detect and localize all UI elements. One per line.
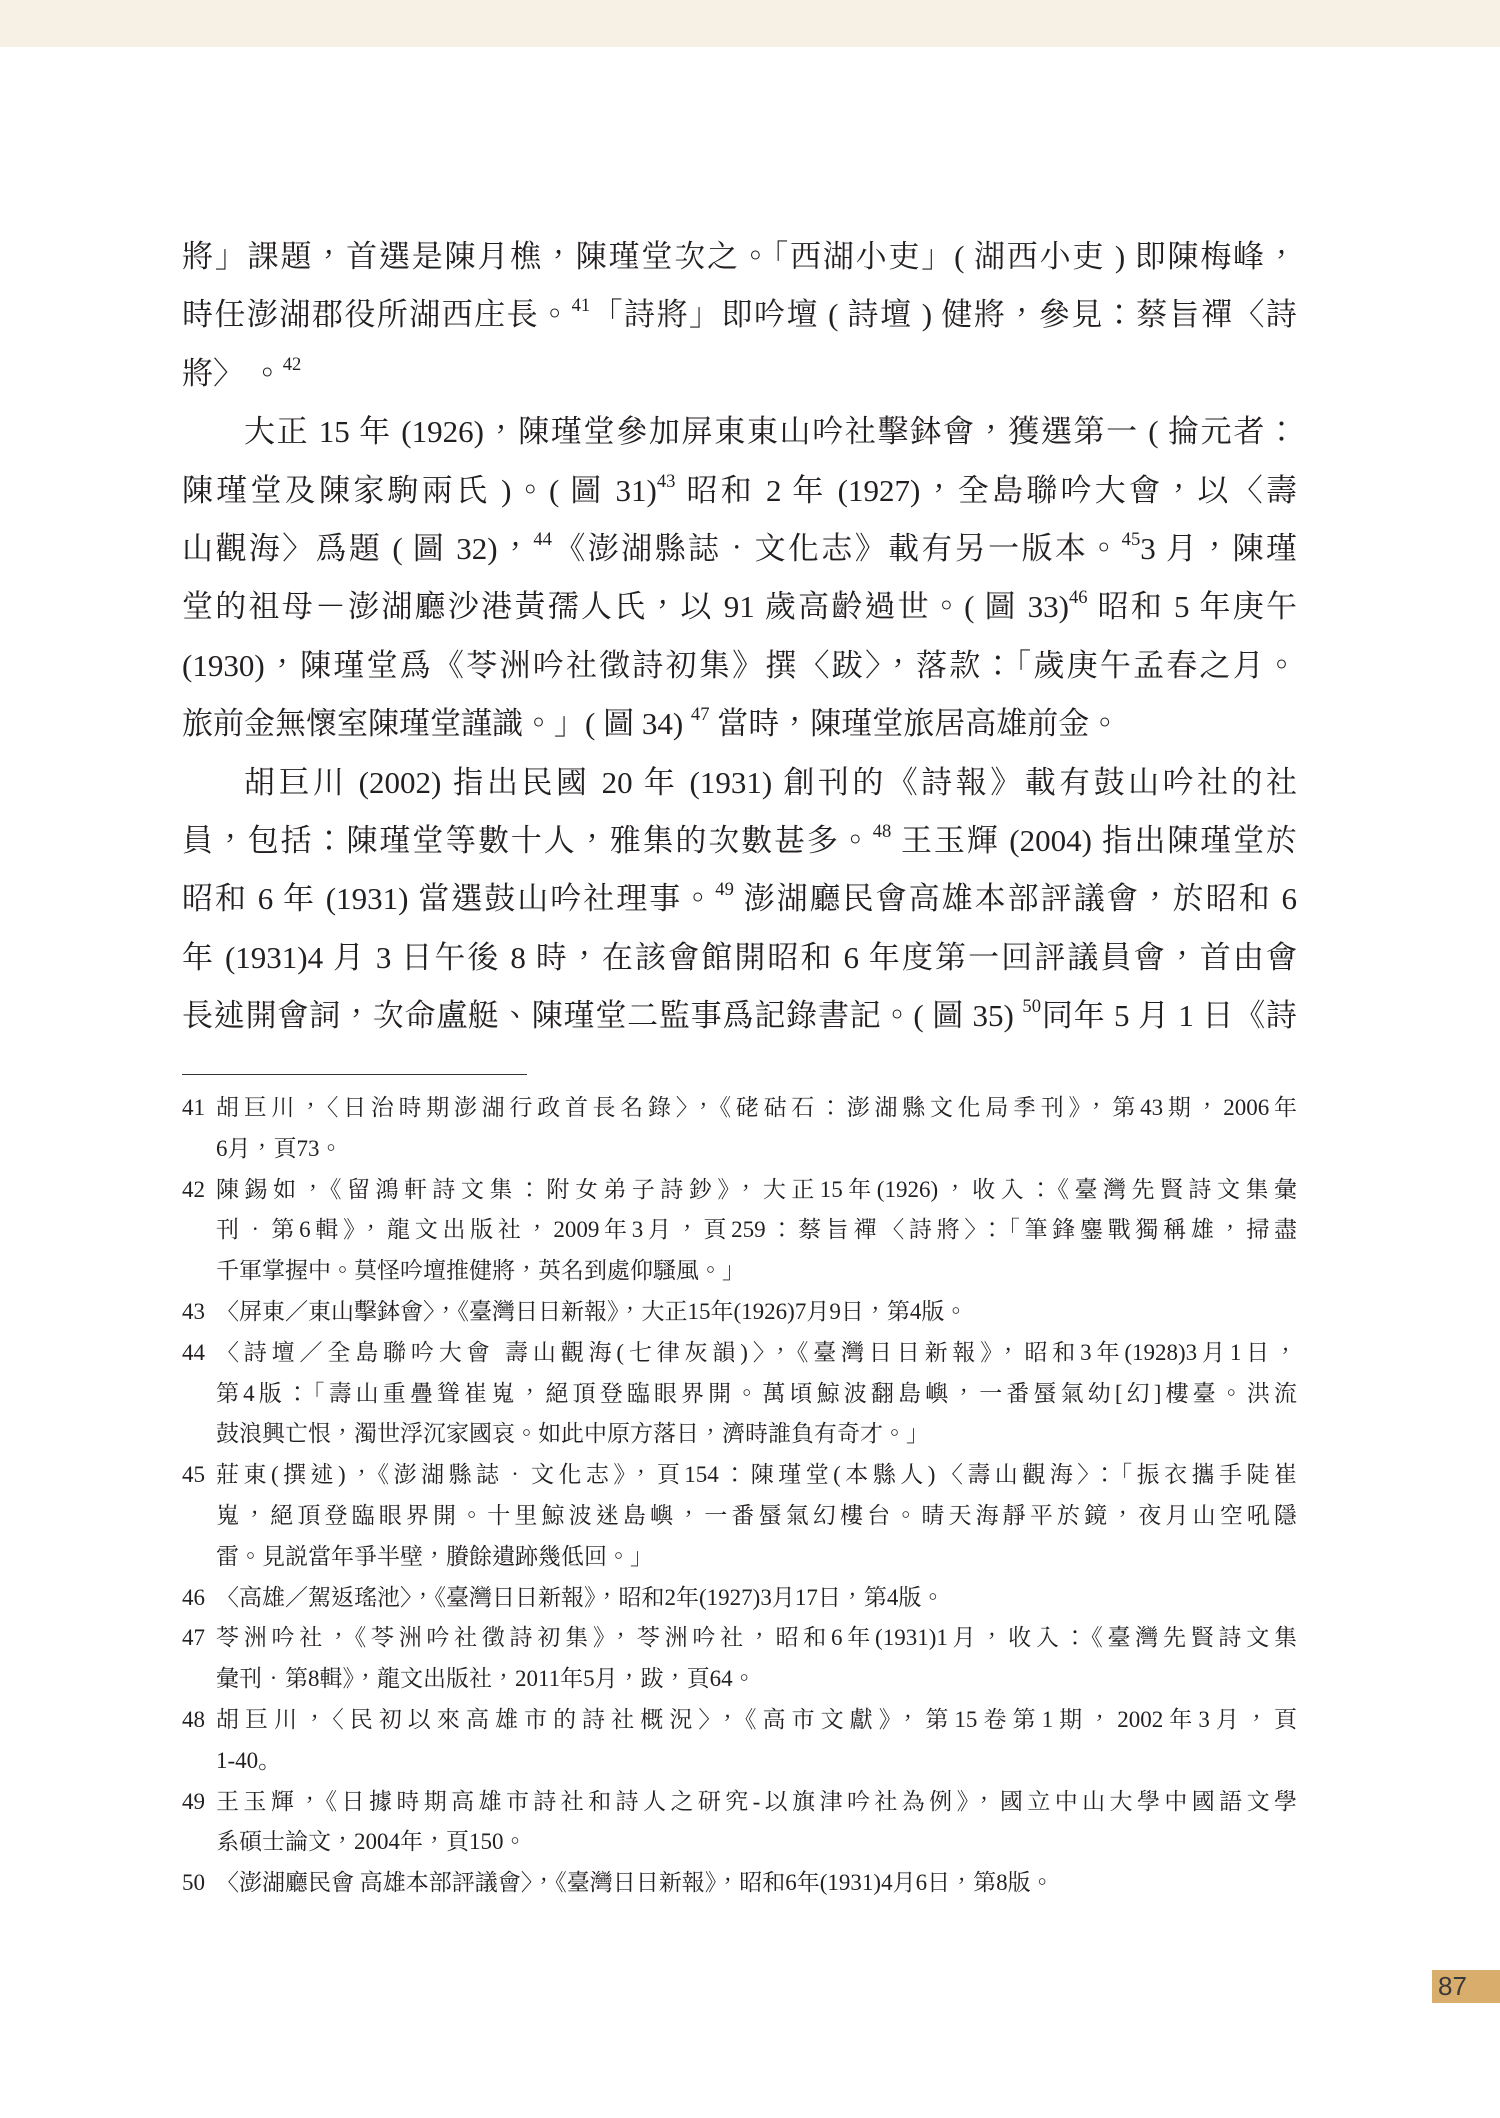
footnote-reference: 48 [872, 820, 892, 842]
footnote-reference: 47 [690, 704, 710, 726]
footnote-reference: 46 [1069, 587, 1088, 609]
body-text-run: 堂的祖母－澎湖廳沙港黃孺人氏，以 91 歲高齡過世。( 圖 33) [182, 589, 1069, 625]
footnote-text [216, 1455, 1297, 1577]
footnote-line: 鼓浪興亡恨，濁世浮沉家國哀。如此中原方落日，濟時誰負有奇才。」 [216, 1421, 929, 1447]
footnote-line: 第4版：「壽山重疊聳崔嵬，絕頂登臨眼界開。萬頃鯨波翻島嶼，一番蜃氣幼[幻]樓臺。洪流 [216, 1380, 1297, 1406]
body-line [182, 286, 1297, 344]
body-line [182, 695, 1297, 753]
footnote [182, 1700, 1297, 1782]
body-text-run: 《澎湖縣誌．文化志》載有另一版本。 [551, 530, 1122, 566]
footnote-reference: 44 [533, 529, 552, 551]
footnote-text [216, 1292, 1297, 1333]
body-text-run: 將」課題，首選是陳月樵，陳瑾堂次之。「西湖小吏」( 湖西小吏 ) 即陳梅峰， [182, 239, 1297, 274]
body-line [182, 345, 1297, 403]
footnote-number: 44 [182, 1339, 205, 1365]
footnote-number: 48 [182, 1706, 205, 1732]
body-line [182, 637, 1297, 695]
footnote-number: 41 [182, 1095, 205, 1120]
body-text-run: 當時，陳瑾堂旅居高雄前金。 [709, 706, 1121, 742]
body-text-run: 年 (1931)4 月 3 日午後 8 時，在該會館開昭和 6 年度第一回評議員會，首由會 [182, 939, 1297, 975]
footnote-line: 莊東(撰述)，《澎湖縣誌．文化志》，頁154：陳瑾堂(本縣人)〈壽山觀海〉：「振衣攜手陡崔 [216, 1462, 1297, 1488]
body-text-run: 陳瑾堂及陳家駒兩氏 )。( 圖 31) [182, 472, 657, 508]
body-paragraph [182, 754, 1297, 1046]
footnote-text [216, 1578, 1297, 1619]
footnote-line: 胡巨川，〈日治時期澎湖行政首長名錄〉，《硓𥑮石：澎湖縣文化局季刊》，第43期，2006年 [216, 1095, 1297, 1120]
footnote-text [216, 1782, 1297, 1864]
body-text-run: 胡巨川 (2002) 指出民國 20 年 (1931) 創刊的《詩報》載有鼓山吟社的社 [244, 764, 1297, 800]
footnotes [182, 1088, 1297, 1904]
body-text-run: 員，包括：陳瑾堂等數十人，雅集的次數甚多。 [182, 822, 873, 858]
top-color-band [0, 0, 1500, 47]
footnote [182, 1863, 1297, 1904]
body-text [182, 228, 1297, 1045]
footnote-line: 〈屏東／東山擊鉢會〉，《臺灣日日新報》，大正15年(1926)7月9日，第4版。 [216, 1298, 968, 1324]
body-line [182, 870, 1297, 928]
footnote [182, 1088, 1297, 1170]
footnote-line: 6月，頁73。 [216, 1135, 343, 1161]
footnote [182, 1170, 1297, 1292]
footnote-line: 苓洲吟社，《苓洲吟社徵詩初集》，苓洲吟社，昭和6年(1931)1月，收入：《臺灣先賢詩文集 [216, 1625, 1297, 1651]
footnote-text [216, 1700, 1297, 1782]
footnote-number: 49 [182, 1788, 205, 1814]
footnote-reference: 41 [571, 295, 591, 317]
footnote-line: 〈詩壇／全島聯吟大會 壽山觀海(七律灰韻)〉，《臺灣日日新報》，昭和3年(1928)3月1日， [216, 1339, 1297, 1365]
footnote-text [216, 1618, 1297, 1700]
footnote-line: 刊．第6輯》，龍文出版社，2009年3月，頁259：蔡旨禪〈詩將〉：「筆鋒鏖戰獨稱雄，掃盡 [216, 1217, 1297, 1243]
body-text-run: 時任澎湖郡役所湖西庄長。 [182, 297, 572, 333]
body-text-run: 旅前金無懷室陳瑾堂謹識。」( 圖 34) [182, 706, 691, 742]
footnote [182, 1292, 1297, 1333]
body-line [182, 520, 1297, 578]
footnote-number: 50 [182, 1870, 205, 1896]
footnote-text [216, 1863, 1297, 1904]
body-text-run: 3 月，陳瑾 [1140, 530, 1297, 566]
body-text-run: 澎湖廳民會高雄本部評議會，於昭和 6 [733, 881, 1297, 917]
body-text-run: 將〉 。 [182, 355, 283, 391]
footnote [182, 1333, 1297, 1455]
body-line [182, 578, 1297, 636]
footnote-text [216, 1170, 1297, 1292]
footnote-number: 47 [182, 1625, 205, 1651]
body-text-run: 大正 15 年 (1926)，陳瑾堂參加屏東東山吟社擊鉢會，獲選第一 ( 掄元者： [244, 414, 1297, 450]
footnote [182, 1782, 1297, 1864]
footnote-number: 42 [182, 1176, 205, 1202]
footnote [182, 1455, 1297, 1577]
body-text-run: 王玉輝 (2004) 指出陳瑾堂於 [891, 822, 1297, 858]
body-line [182, 228, 1297, 286]
footnote-line: 嵬，絕頂登臨眼界開。十里鯨波迷島嶼，一番蜃氣幻樓台。晴天海靜平於鏡，夜月山空吼隱 [216, 1502, 1297, 1528]
footnote-text [216, 1088, 1297, 1170]
body-text-run: 長述開會詞，次命盧艇、陳瑾堂二監事爲記錄書記。( 圖 35) [182, 998, 1023, 1034]
footnote-reference: 42 [282, 353, 302, 375]
footnote-line: 陳錫如，《留鴻軒詩文集：附女弟子詩鈔》，大正15年(1926)，收入：《臺灣先賢詩文集彙 [216, 1176, 1297, 1202]
footnote-separator-rule [182, 1074, 527, 1075]
body-line [182, 929, 1297, 987]
footnote-reference: 45 [1121, 529, 1141, 551]
body-text-run: 昭和 6 年 (1931) 當選鼓山吟社理事。 [182, 881, 716, 917]
footnote-reference: 49 [715, 879, 734, 901]
body-line [182, 987, 1297, 1045]
footnote-number: 46 [182, 1584, 205, 1610]
footnote [182, 1618, 1297, 1700]
footnote-line: 〈高雄／駕返瑤池〉，《臺灣日日新報》，昭和2年(1927)3月17日，第4版。 [216, 1584, 945, 1610]
footnote-line: 王玉輝，《日據時期高雄市詩社和詩人之研究-以旗津吟社為例》，國立中山大學中國語文學 [216, 1788, 1297, 1814]
footnote-number: 43 [182, 1298, 205, 1324]
footnote-line: 1-40。 [216, 1747, 282, 1773]
body-text-run: 昭和 2 年 (1927)，全島聯吟大會，以〈壽 [675, 472, 1297, 508]
body-line [182, 754, 1297, 812]
body-text-run: 山觀海〉爲題 ( 圖 32)， [182, 530, 534, 566]
footnote-line: 千軍掌握中。莫怪吟壇推健將，英名到處仰騷風。」 [216, 1258, 745, 1284]
body-line [182, 462, 1297, 520]
body-paragraph [182, 403, 1297, 753]
footnote [182, 1578, 1297, 1619]
footnote-reference: 43 [656, 470, 676, 492]
footnote-line: 胡巨川，〈民初以來高雄市的詩社概況〉，《高市文獻》，第15卷第1期，2002年3月，頁 [216, 1706, 1297, 1732]
footnote-reference: 50 [1022, 996, 1042, 1018]
page-number: 87 [1432, 1970, 1500, 2003]
body-text-run: (1930)，陳瑾堂爲《苓洲吟社徵詩初集》撰〈跋〉，落款：「歲庚午孟春之月。 [182, 647, 1297, 683]
footnote-line: 雷。見説當年爭半壁，賸餘遺跡幾低回。」 [216, 1543, 653, 1569]
body-text-run: 同年 5 月 1 日《詩 [1041, 998, 1297, 1034]
body-paragraph [182, 228, 1297, 403]
footnote-line: 系碩士論文，2004年，頁150。 [216, 1829, 527, 1855]
body-line [182, 403, 1297, 461]
footnote-number: 45 [182, 1462, 205, 1488]
footnote-line: 〈澎湖廳民會 高雄本部評議會〉，《臺灣日日新報》，昭和6年(1931)4月6日，第8版。 [216, 1870, 1054, 1896]
body-text-run: 「詩將」即吟壇 ( 詩壇 ) 健將，參見：蔡旨禪〈詩 [590, 297, 1297, 333]
body-line [182, 812, 1297, 870]
footnote-text [216, 1333, 1297, 1455]
body-text-run: 昭和 5 年庚午 [1087, 589, 1297, 625]
footnote-line: 彙刊．第8輯》，龍文出版社，2011年5月，跋，頁64。 [216, 1666, 756, 1692]
